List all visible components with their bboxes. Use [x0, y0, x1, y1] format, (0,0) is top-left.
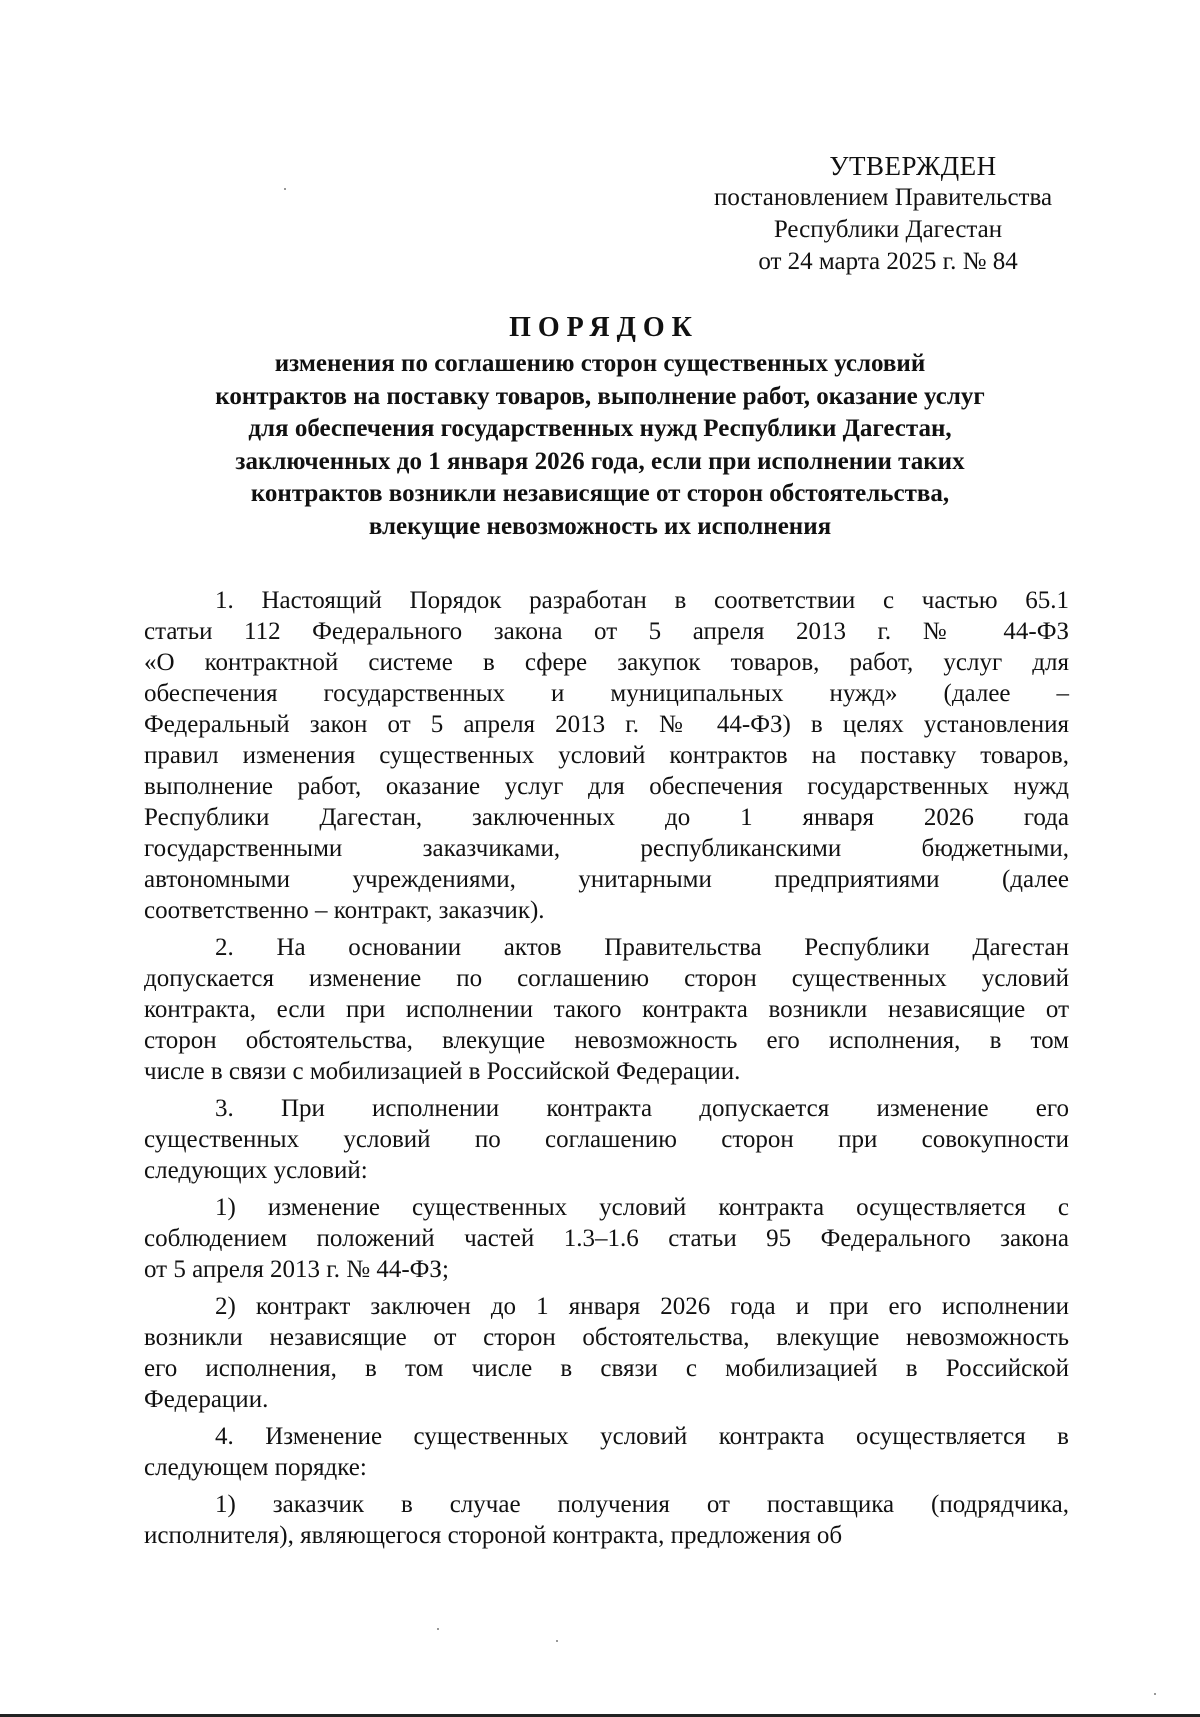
paragraph-line: правил изменения существенных условий контрактов на поставку товаров, [144, 742, 1069, 769]
paragraph-line: 1) заказчик в случае получения от поставщика (подрядчика, [215, 1491, 1069, 1518]
approval-date-line: от 24 марта 2025 г. № 84 [758, 248, 1018, 275]
paragraph-line: Республики Дагестан, заключенных до 1 января 2026 года [144, 804, 1069, 831]
paragraph-line: от 5 апреля 2013 г. № 44-ФЗ; [144, 1256, 449, 1283]
paragraph-line: государственными заказчиками, республиканскими бюджетными, [144, 835, 1069, 862]
scan-speck [556, 1640, 558, 1642]
scan-speck [284, 188, 286, 190]
subtitle-line: контрактов возникли независящие от сторон обстоятельства, [250, 480, 950, 507]
paragraph-line: Федеральный закон от 5 апреля 2013 г. № 44-ФЗ) в целях установления [144, 711, 1069, 738]
approval-line: постановлением Правительства [713, 184, 1053, 211]
paragraph-line: 2) контракт заключен до 1 января 2026 года и при его исполнении [215, 1293, 1069, 1320]
scan-speck [437, 1628, 439, 1630]
paragraph [144, 585, 1069, 926]
paragraph-line: соблюдением положений частей 1.3–1.6 статьи 95 Федерального закона [144, 1225, 1069, 1252]
subtitle-line: изменения по соглашению сторон существенных условий [274, 350, 926, 377]
paragraph-line: существенных условий по соглашению сторон при совокупности [144, 1126, 1069, 1153]
paragraph-line: числе в связи с мобилизацией в Российской Федерации. [144, 1058, 741, 1085]
subtitle-line: контрактов на поставку товаров, выполнение работ, оказание услуг [215, 382, 985, 410]
paragraph-line: исполнителя), являющегося стороной контракта, предложения об [144, 1522, 843, 1549]
paragraph-line: «О контрактной системе в сфере закупок товаров, работ, услуг для [144, 649, 1069, 676]
subtitle-line: заключенных до 1 января 2026 года, если при исполнении таких [235, 447, 965, 475]
subtitle-line: влекущие невозможность их исполнения [368, 512, 832, 540]
paragraph [144, 1291, 1069, 1415]
paragraph [144, 1192, 1069, 1285]
paragraph-line: допускается изменение по соглашению сторон существенных условий [144, 965, 1069, 992]
paragraph-line: статьи 112 Федерального закона от 5 апреля 2013 г. № 44-ФЗ [144, 618, 1069, 645]
paragraph-line: 2. На основании актов Правительства Республики Дагестан [215, 934, 1069, 961]
paragraph-line: обеспечения государственных и муниципальных нужд» (далее – [144, 680, 1069, 707]
paragraph-line: 1) изменение существенных условий контракта осуществляется с [215, 1194, 1069, 1221]
paragraph-line: контракта, если при исполнении такого контракта возникли независящие от [144, 996, 1069, 1023]
paragraph-line: соответственно – контракт, заказчик). [144, 897, 545, 924]
paragraph-line: следующем порядке: [144, 1454, 367, 1481]
paragraph-line: возникли независящие от сторон обстоятельства, влекущие невозможность [144, 1324, 1069, 1351]
paragraph-line: выполнение работ, оказание услуг для обеспечения государственных нужд [144, 773, 1069, 800]
paragraph-line: автономными учреждениями, унитарными предприятиями (далее [144, 866, 1069, 893]
paragraph [144, 932, 1069, 1087]
scan-speck [1154, 1693, 1156, 1695]
document-body [144, 585, 1069, 1557]
paragraph-line: сторон обстоятельства, влекущие невозможность его исполнения, в том [144, 1027, 1069, 1054]
paragraph [144, 1489, 1069, 1551]
approval-line: Республики Дагестан [773, 216, 1003, 243]
approval-stamp [648, 150, 1068, 278]
paragraph-line: 4. Изменение существенных условий контракта осуществляется в [215, 1423, 1069, 1450]
paragraph [144, 1093, 1069, 1186]
document-subtitle [150, 348, 1050, 543]
paragraph-line: 1. Настоящий Порядок разработан в соответствии с частью 65.1 [215, 587, 1069, 614]
paragraph-line: следующих условий: [144, 1157, 368, 1184]
paragraph-line: 3. При исполнении контракта допускается изменение его [215, 1095, 1069, 1122]
paragraph [144, 1421, 1069, 1483]
subtitle-line: для обеспечения государственных нужд Республики Дагестан, [248, 415, 952, 442]
document-title: ПОРЯДОК [509, 312, 699, 343]
paragraph-line: его исполнения, в том числе в связи с мобилизацией в Российской [144, 1355, 1069, 1382]
approval-heading: УТВЕРЖДЕН [829, 151, 997, 181]
paragraph-line: Федерации. [144, 1386, 269, 1413]
